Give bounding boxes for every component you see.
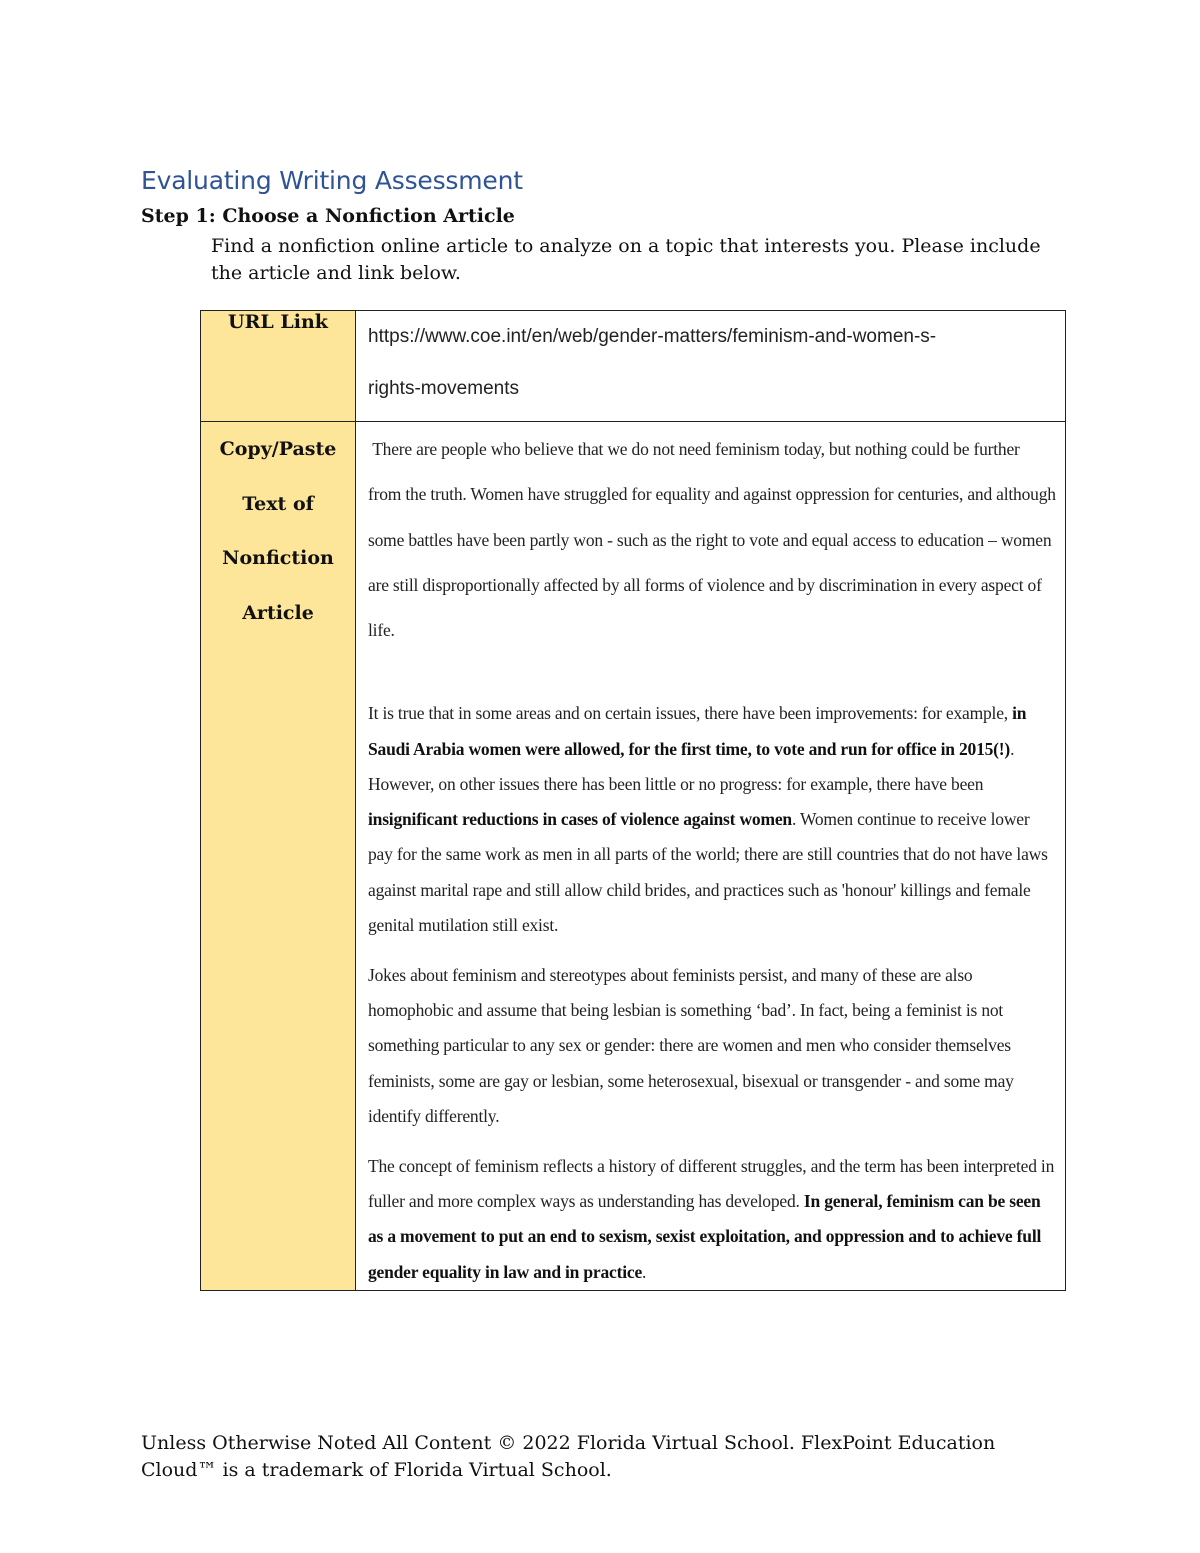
article-paragraph-1: There are people who believe that we do not need feminism today, but nothing could be further from the truth. Women have struggled for equality and against oppression for centuries, and although some battles have been partly won - such as the right to vote and equal access to education – women are still disproportionally affected by all forms of violence and by discrimination in every aspect of life.	[368, 439, 1056, 641]
step-instructions: Find a nonfiction online article to analyze on a topic that interests you. Please include the article and link below.	[211, 235, 1041, 284]
url-line-1: https://www.coe.int/en/web/gender-matters/feminism-and-women-s-	[368, 326, 937, 347]
url-link-value[interactable]	[356, 311, 1066, 422]
url-line-2: rights-movements	[368, 378, 519, 399]
article-table	[200, 310, 1066, 1291]
step-heading: Step 1: Choose a Nonfiction Article	[141, 205, 515, 227]
bold-emphasis: insignificant reductions in cases of violence against women	[368, 809, 792, 830]
article-paragraph-4: The concept of feminism reflects a history of different struggles, and the term has been interpreted in fuller and more complex ways as understanding has developed. In general, feminism can be seen as a movement to put an end to sexism, sexist exploitation, and oppression and to achieve full gender equality in law and in practice.	[368, 1155, 1055, 1282]
footer-copyright: Unless Otherwise Noted All Content © 2022 Florida Virtual School. FlexPoint Education Cloud™ is a trademark of Florida Virtual School.	[141, 1432, 996, 1481]
copy-paste-label	[201, 422, 356, 1291]
url-row	[201, 311, 1066, 422]
document-title: Evaluating Writing Assessment	[141, 166, 523, 195]
copy-label-line-3: Nonfiction	[222, 547, 334, 569]
article-paragraph-2: It is true that in some areas and on certain issues, there have been improvements: for example, in Saudi Arabia women were allowed, for the first time, to vote and run for office in 2015(!). However, on other issues there has been little or no progress: for example, there have been insignificant reductions in cases of violence against women. Women continue to receive lower pay for the same work as men in all parts of the world; there are still countries that do not have laws against marital rape and still allow child brides, and practices such as 'honour' killings and female genital mutilation still exist.	[368, 703, 1048, 935]
article-text-row	[201, 422, 1066, 1291]
copy-label-line-2: Text of	[242, 492, 314, 515]
article-text-cell[interactable]	[356, 422, 1066, 1291]
bold-emphasis: in Saudi Arabia women were allowed, for the first time, to vote and run for office in 2015(!)	[368, 703, 1027, 759]
copy-label-line-4: Article	[242, 601, 314, 624]
copy-label-line-1: Copy/Paste	[219, 438, 337, 460]
url-link-label: URL Link	[201, 311, 356, 422]
article-paragraph-3: Jokes about feminism and stereotypes about feminists persist, and many of these are also homophobic and assume that being lesbian is something ‘bad’. In fact, being a feminist is not something particular to any sex or gender: there are women and men who consider themselves feminists, some are gay or lesbian, some heterosexual, bisexual or transgender - and some may identify differently.	[368, 964, 1014, 1126]
bold-emphasis: In general, feminism can be seen as a movement to put an end to sexism, sexist exploitation, and oppression and to achieve full gender equality in law and in practice	[368, 1191, 1042, 1282]
